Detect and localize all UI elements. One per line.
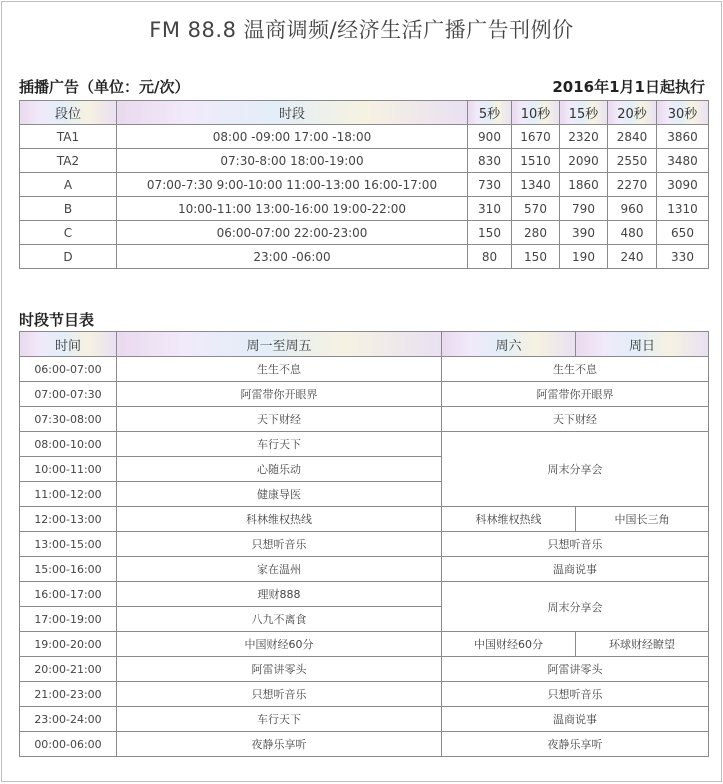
schedule-row: [20, 707, 709, 732]
header-15s: 15秒: [560, 101, 608, 125]
price-cell: 1670: [512, 125, 560, 149]
header-10s: 10秒: [512, 101, 560, 125]
price-cell: 280: [512, 221, 560, 245]
time-cell: 10:00-11:00: [20, 457, 117, 482]
weekend-program: 周末分享会: [442, 432, 709, 507]
price-cell: 2320: [560, 125, 608, 149]
price-cell: 3480: [657, 149, 709, 173]
weekday-program: 天下财经: [117, 407, 442, 432]
weekday-program: 健康导医: [117, 482, 442, 507]
slots-cell: 07:00-7:30 9:00-10:00 11:00-13:00 16:00-17:00: [117, 173, 468, 197]
weekend-program: 温商说事: [442, 707, 709, 732]
weekday-program: 车行天下: [117, 432, 442, 457]
schedule-row: [20, 732, 709, 757]
weekday-program: 中国财经60分: [117, 632, 442, 657]
page-title: FM 88.8 温商调频/经济生活广播广告刊例价: [149, 18, 574, 42]
weekend-program: 周末分享会: [442, 582, 709, 632]
price-cell: 1310: [657, 197, 709, 221]
weekend-program: 天下财经: [442, 407, 709, 432]
schedule-row: [20, 557, 709, 582]
slots-cell: 23:00 -06:00: [117, 245, 468, 269]
price-row: [20, 125, 709, 149]
weekend-program: 只想听音乐: [442, 532, 709, 557]
price-cell: 2550: [608, 149, 657, 173]
price-table-header: [20, 101, 709, 125]
weekday-program: 阿雷讲零头: [117, 657, 442, 682]
time-cell: 08:00-10:00: [20, 432, 117, 457]
price-cell: 190: [560, 245, 608, 269]
price-cell: 730: [468, 173, 512, 197]
time-cell: 13:00-15:00: [20, 532, 117, 557]
schedule-row: [20, 382, 709, 407]
level-cell: TA1: [20, 125, 117, 149]
slots-cell: 08:00 -09:00 17:00 -18:00: [117, 125, 468, 149]
price-row: [20, 197, 709, 221]
price-cell: 480: [608, 221, 657, 245]
time-cell: 11:00-12:00: [20, 482, 117, 507]
weekend-program: 生生不息: [442, 357, 709, 382]
schedule-row: [20, 507, 709, 532]
schedule-row: [20, 532, 709, 557]
header-20s: 20秒: [608, 101, 657, 125]
header-5s: 5秒: [468, 101, 512, 125]
weekday-program: 夜静乐享听: [117, 732, 442, 757]
level-cell: TA2: [20, 149, 117, 173]
schedule-table: [19, 331, 709, 757]
weekday-program: 只想听音乐: [117, 682, 442, 707]
price-cell: 150: [512, 245, 560, 269]
weekday-program: 八九不离食: [117, 607, 442, 632]
time-cell: 06:00-07:00: [20, 357, 117, 382]
price-cell: 1860: [560, 173, 608, 197]
price-cell: 150: [468, 221, 512, 245]
saturday-program: 科林维权热线: [442, 507, 576, 532]
price-row: [20, 221, 709, 245]
time-cell: 07:00-07:30: [20, 382, 117, 407]
price-cell: 2270: [608, 173, 657, 197]
price-cell: 310: [468, 197, 512, 221]
price-cell: 240: [608, 245, 657, 269]
price-cell: 900: [468, 125, 512, 149]
price-cell: 1340: [512, 173, 560, 197]
price-cell: 1510: [512, 149, 560, 173]
weekday-program: 生生不息: [117, 357, 442, 382]
schedule-header: [20, 332, 709, 357]
saturday-program: 中国财经60分: [442, 632, 576, 657]
price-cell: 960: [608, 197, 657, 221]
level-cell: A: [20, 173, 117, 197]
time-cell: 23:00-24:00: [20, 707, 117, 732]
price-cell: 390: [560, 221, 608, 245]
schedule-row: [20, 582, 709, 607]
price-cell: 3090: [657, 173, 709, 197]
time-cell: 12:00-13:00: [20, 507, 117, 532]
header-time: 时间: [20, 332, 117, 357]
schedule-row: [20, 432, 709, 457]
schedule-heading: 时段节目表: [19, 311, 95, 329]
header-30s: 30秒: [657, 101, 709, 125]
header-sunday: 周日: [576, 332, 709, 357]
weekend-program: 夜静乐享听: [442, 732, 709, 757]
header-weekday: 周一至周五: [117, 332, 442, 357]
schedule-row: [20, 682, 709, 707]
price-cell: 2090: [560, 149, 608, 173]
price-cell: 2840: [608, 125, 657, 149]
time-cell: 19:00-20:00: [20, 632, 117, 657]
weekday-program: 家在温州: [117, 557, 442, 582]
price-cell: 3860: [657, 125, 709, 149]
price-cell: 570: [512, 197, 560, 221]
weekday-program: 心随乐动: [117, 457, 442, 482]
level-cell: B: [20, 197, 117, 221]
schedule-row: [20, 632, 709, 657]
price-cell: 650: [657, 221, 709, 245]
price-cell: 80: [468, 245, 512, 269]
weekday-program: 车行天下: [117, 707, 442, 732]
time-cell: 20:00-21:00: [20, 657, 117, 682]
price-row: [20, 245, 709, 269]
time-cell: 21:00-23:00: [20, 682, 117, 707]
weekday-program: 只想听音乐: [117, 532, 442, 557]
level-cell: C: [20, 221, 117, 245]
weekend-program: 阿雷讲零头: [442, 657, 709, 682]
header-level: 段位: [20, 101, 117, 125]
effective-date: 2016年1月1日起执行: [552, 78, 705, 96]
time-cell: 16:00-17:00: [20, 582, 117, 607]
slots-cell: 06:00-07:00 22:00-23:00: [117, 221, 468, 245]
price-row: [20, 149, 709, 173]
header-saturday: 周六: [442, 332, 576, 357]
weekend-program: 温商说事: [442, 557, 709, 582]
price-row: [20, 173, 709, 197]
sunday-program: 中国长三角: [576, 507, 709, 532]
time-cell: 00:00-06:00: [20, 732, 117, 757]
weekday-program: 理财888: [117, 582, 442, 607]
weekend-program: 阿雷带你开眼界: [442, 382, 709, 407]
schedule-row: [20, 357, 709, 382]
schedule-row: [20, 657, 709, 682]
level-cell: D: [20, 245, 117, 269]
price-cell: 830: [468, 149, 512, 173]
rate-card-page: [1, 1, 722, 782]
header-slots: 时段: [117, 101, 468, 125]
price-section-heading: 插播广告（单位：元/次）: [19, 78, 190, 96]
price-cell: 330: [657, 245, 709, 269]
time-cell: 15:00-16:00: [20, 557, 117, 582]
slots-cell: 07:30-8:00 18:00-19:00: [117, 149, 468, 173]
sunday-program: 环球财经瞭望: [576, 632, 709, 657]
schedule-row: [20, 407, 709, 432]
weekend-program: 只想听音乐: [442, 682, 709, 707]
time-cell: 07:30-08:00: [20, 407, 117, 432]
slots-cell: 10:00-11:00 13:00-16:00 19:00-22:00: [117, 197, 468, 221]
time-cell: 17:00-19:00: [20, 607, 117, 632]
price-table: [19, 100, 709, 269]
weekday-program: 阿雷带你开眼界: [117, 382, 442, 407]
price-cell: 790: [560, 197, 608, 221]
weekday-program: 科林维权热线: [117, 507, 442, 532]
